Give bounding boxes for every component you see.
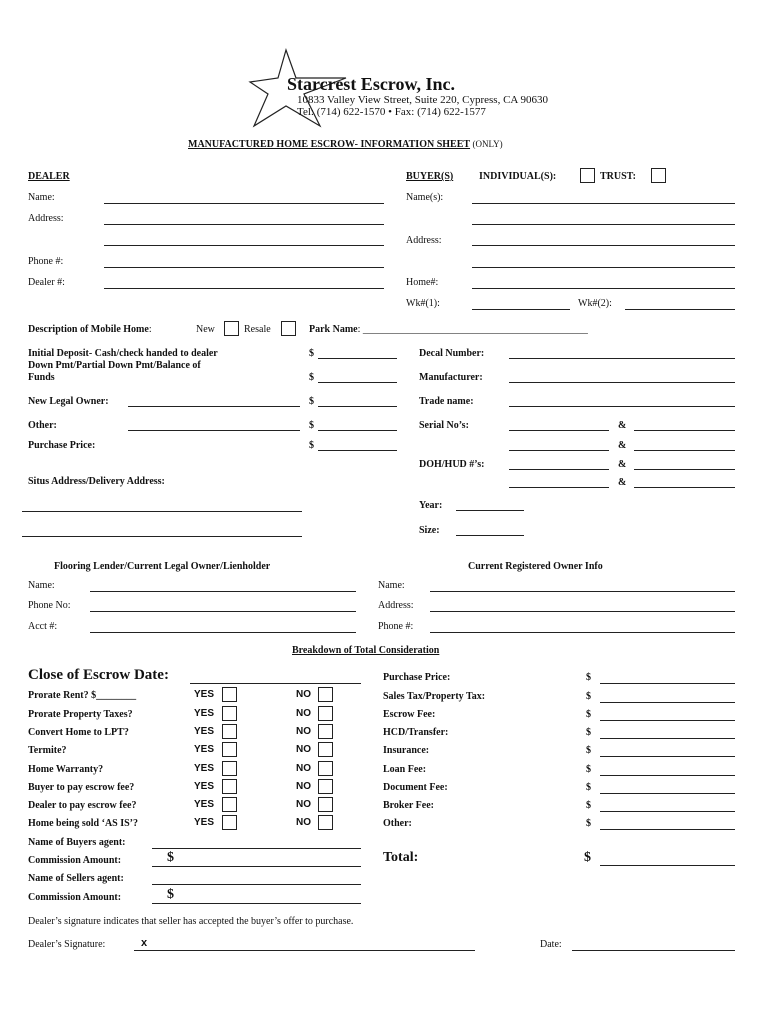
other-dollar: $ [309,420,314,431]
total-label: Total: [383,850,419,865]
buyer-home-phone-label: Home#: [406,277,439,288]
question-label: Termite? [28,745,67,756]
sellers-agent-label: Name of Sellers agent: [28,873,124,884]
fee-amount-field[interactable] [600,720,735,721]
description-row: Description of Mobile Home: [28,324,152,335]
yes-label: YES [194,817,215,828]
serial-numbers-label: Serial No’s: [419,420,469,431]
sellers-commission-field[interactable] [152,903,361,904]
no-label: NO [296,689,311,700]
yes-checkbox[interactable] [222,761,237,776]
no-label: NO [296,744,311,755]
signature-x-mark: x [141,937,148,949]
fee-amount-field[interactable] [600,756,735,757]
close-of-escrow-label: Close of Escrow Date: [28,667,169,683]
no-label: NO [296,763,311,774]
total-dollar: $ [584,850,591,865]
form-title-text: MANUFACTURED HOME ESCROW- INFORMATION SHEET [188,139,471,150]
flooring-phone-field[interactable] [90,611,356,612]
sellers-commission-dollar: $ [167,887,174,902]
company-address: 10833 Valley View Street, Suite 220, Cypress, CA 90630 [297,94,549,106]
dealer-phone-label: Phone #: [28,256,64,267]
question-label: Buyer to pay escrow fee? [28,782,135,793]
size-field[interactable] [456,535,524,536]
decal-number-label: Decal Number: [419,348,485,359]
buyer-wk2-label: Wk#(2): [578,298,612,309]
new-legal-owner-dollar: $ [309,396,314,407]
other-amount[interactable] [318,430,397,431]
fee-dollar: $ [586,691,591,702]
year-field[interactable] [456,510,524,511]
fee-label: Escrow Fee: [383,709,436,720]
dealer-address-label: Address: [28,213,64,224]
yes-label: YES [194,799,215,810]
no-label: NO [296,799,311,810]
flooring-acct-label: Acct #: [28,621,58,632]
company-phone-fax: Tel: (714) 622-1570 • Fax: (714) 622-1577 [297,106,486,118]
fee-label: Purchase Price: [383,672,451,683]
fee-amount-field[interactable] [600,811,735,812]
no-label: NO [296,817,311,828]
fee-amount-field[interactable] [600,702,735,703]
new-label: New [196,324,215,335]
dealer-signature-field[interactable] [134,950,475,951]
buyers-commission-field[interactable] [152,866,361,867]
serial-amp-2: & [618,440,627,451]
year-label: Year: [419,500,443,511]
no-checkbox[interactable] [318,797,333,812]
other-label: Other: [28,420,57,431]
decal-number-field[interactable] [509,358,735,359]
buyer-names-label: Name(s): [406,192,444,203]
flooring-acct-field[interactable] [90,632,356,633]
buyer-address-field-2[interactable] [472,267,735,268]
trade-name-field[interactable] [509,406,735,407]
yes-label: YES [194,689,215,700]
buyer-wk2-field[interactable] [625,309,735,310]
yes-checkbox[interactable] [222,779,237,794]
yes-label: YES [194,708,215,719]
fee-label: Loan Fee: [383,764,427,775]
deposit-line-3: Funds [28,372,55,383]
buyers-agent-field[interactable] [152,848,361,849]
sellers-commission-label: Commission Amount: [28,892,122,903]
total-amount-field[interactable] [600,865,735,866]
form-title [188,139,503,150]
deposit-line-2: Down Pmt/Partial Down Pmt/Balance of [28,360,201,371]
registered-phone-field[interactable] [430,632,735,633]
buyer-names-field-1[interactable] [472,203,735,204]
yes-label: YES [194,781,215,792]
fee-label: Broker Fee: [383,800,435,811]
date-label: Date: [540,939,562,950]
buyers-commission-label: Commission Amount: [28,855,122,866]
yes-checkbox[interactable] [222,742,237,757]
no-checkbox[interactable] [318,761,333,776]
sellers-agent-field[interactable] [152,884,361,885]
buyer-heading: BUYER(S) [406,171,454,182]
dealer-heading: DEALER [28,171,70,182]
yes-label: YES [194,763,215,774]
no-label: NO [296,708,311,719]
registered-name-field[interactable] [430,591,735,592]
dealer-address-field-1[interactable] [104,224,384,225]
no-checkbox[interactable] [318,706,333,721]
individual-checkbox[interactable] [580,168,595,183]
no-checkbox[interactable] [318,687,333,702]
flooring-name-field[interactable] [90,591,356,592]
resale-label: Resale [244,324,271,335]
flooring-phone-label: Phone No: [28,600,71,611]
other-field[interactable] [128,430,300,431]
buyer-names-field-2[interactable] [472,224,735,225]
yes-checkbox[interactable] [222,797,237,812]
buyer-home-phone-field[interactable] [472,288,735,289]
no-checkbox[interactable] [318,779,333,794]
fee-dollar: $ [586,782,591,793]
buyer-wk1-label: Wk#(1): [406,298,440,309]
fee-dollar: $ [586,727,591,738]
doh-hud-field-1b[interactable] [634,469,735,470]
registered-phone-label: Phone #: [378,621,414,632]
question-label: Home Warranty? [28,764,104,775]
park-name-label: Park Name [309,324,358,335]
fee-label: Sales Tax/Property Tax: [383,691,486,702]
dealer-phone-field[interactable] [104,267,384,268]
buyer-address-field-1[interactable] [472,245,735,246]
description-label: Description of Mobile Home [28,324,149,335]
question-label: Prorate Property Taxes? [28,709,133,720]
trust-label: TRUST: [600,171,636,182]
yes-checkbox[interactable] [222,815,237,830]
doh-hud-field-2b[interactable] [634,487,735,488]
fee-label: Insurance: [383,745,430,756]
deposit-amount-field-2[interactable] [318,382,397,383]
registered-name-label: Name: [378,580,405,591]
buyers-agent-label: Name of Buyers agent: [28,837,126,848]
deposit-line-1: Initial Deposit- Cash/check handed to dealer [28,348,218,359]
breakdown-title: Breakdown of Total Consideration [292,645,440,656]
fee-amount-field[interactable] [600,738,735,739]
fee-label: Other: [383,818,412,829]
situs-address-field-1[interactable] [22,511,302,512]
new-legal-owner-field[interactable] [128,406,300,407]
fee-dollar: $ [586,745,591,756]
fee-dollar: $ [586,764,591,775]
manufacturer-label: Manufacturer: [419,372,483,383]
serial-amp-1: & [618,420,627,431]
trade-name-label: Trade name: [419,396,474,407]
registered-address-field[interactable] [430,611,735,612]
serial-number-field-1a[interactable] [509,430,609,431]
dealer-name-label: Name: [28,192,55,203]
purchase-price-label: Purchase Price: [28,440,96,451]
close-of-escrow-field[interactable] [190,683,361,684]
new-checkbox[interactable] [224,321,239,336]
deposit-dollar-2: $ [309,372,314,383]
no-label: NO [296,726,311,737]
deposit-amount-field-1[interactable] [318,358,397,359]
purchase-price-dollar: $ [309,440,314,451]
fee-dollar: $ [586,672,591,683]
yes-label: YES [194,726,215,737]
buyer-address-label: Address: [406,235,442,246]
flooring-heading: Flooring Lender/Current Legal Owner/Lienholder [54,561,271,572]
serial-number-field-2b[interactable] [634,450,735,451]
fee-amount-field[interactable] [600,793,735,794]
serial-number-field-2a[interactable] [509,450,609,451]
fee-label: Document Fee: [383,782,448,793]
serial-number-field-1b[interactable] [634,430,735,431]
dealer-number-label: Dealer #: [28,277,65,288]
situs-address-field-2[interactable] [22,536,302,537]
flooring-name-label: Name: [28,580,55,591]
resale-checkbox[interactable] [281,321,296,336]
situs-address-label: Situs Address/Delivery Address: [28,476,165,487]
no-checkbox[interactable] [318,724,333,739]
question-label: Dealer to pay escrow fee? [28,800,137,811]
fee-amount-field[interactable] [600,683,735,684]
no-checkbox[interactable] [318,742,333,757]
purchase-price-amount[interactable] [318,450,397,451]
new-legal-owner-amount[interactable] [318,406,397,407]
new-legal-owner-label: New Legal Owner: [28,396,109,407]
doh-hud-field-2a[interactable] [509,487,609,488]
individual-label: INDIVIDUAL(S): [479,171,557,182]
dealer-address-field-2[interactable] [104,245,384,246]
dealer-name-field[interactable] [104,203,384,204]
fee-dollar: $ [586,818,591,829]
deposit-dollar-1: $ [309,348,314,359]
date-field[interactable] [572,950,735,951]
buyers-commission-dollar: $ [167,850,174,865]
size-label: Size: [419,525,440,536]
doh-amp-1: & [618,459,627,470]
question-label: Convert Home to LPT? [28,727,129,738]
doh-hud-field-1a[interactable] [509,469,609,470]
fee-amount-field[interactable] [600,775,735,776]
yes-checkbox[interactable] [222,687,237,702]
park-name-row: Park Name: _____________________________________________ [309,324,588,335]
no-checkbox[interactable] [318,815,333,830]
trust-checkbox[interactable] [651,168,666,183]
question-label: Home being sold ‘AS IS’? [28,818,139,829]
yes-checkbox[interactable] [222,724,237,739]
question-label: Prorate Rent? $________ [28,690,137,701]
doh-hud-label: DOH/HUD #’s: [419,459,485,470]
park-name-field[interactable]: _____________________________________________ [362,324,588,335]
dealer-number-field[interactable] [104,288,384,289]
fee-amount-field[interactable] [600,829,735,830]
yes-label: YES [194,744,215,755]
fee-dollar: $ [586,800,591,811]
dealer-signature-label: Dealer’s Signature: [28,939,106,950]
doh-amp-2: & [618,477,627,488]
registered-address-label: Address: [378,600,414,611]
company-name: Starcrest Escrow, Inc. [287,74,455,94]
fee-dollar: $ [586,709,591,720]
form-title-suffix: (ONLY) [472,139,503,149]
manufacturer-field[interactable] [509,382,735,383]
no-label: NO [296,781,311,792]
registered-owner-heading: Current Registered Owner Info [468,561,603,572]
fee-label: HCD/Transfer: [383,727,449,738]
signature-note: Dealer’s signature indicates that seller has accepted the buyer’s offer to purchase. [28,916,354,927]
buyer-wk1-field[interactable] [472,309,570,310]
yes-checkbox[interactable] [222,706,237,721]
